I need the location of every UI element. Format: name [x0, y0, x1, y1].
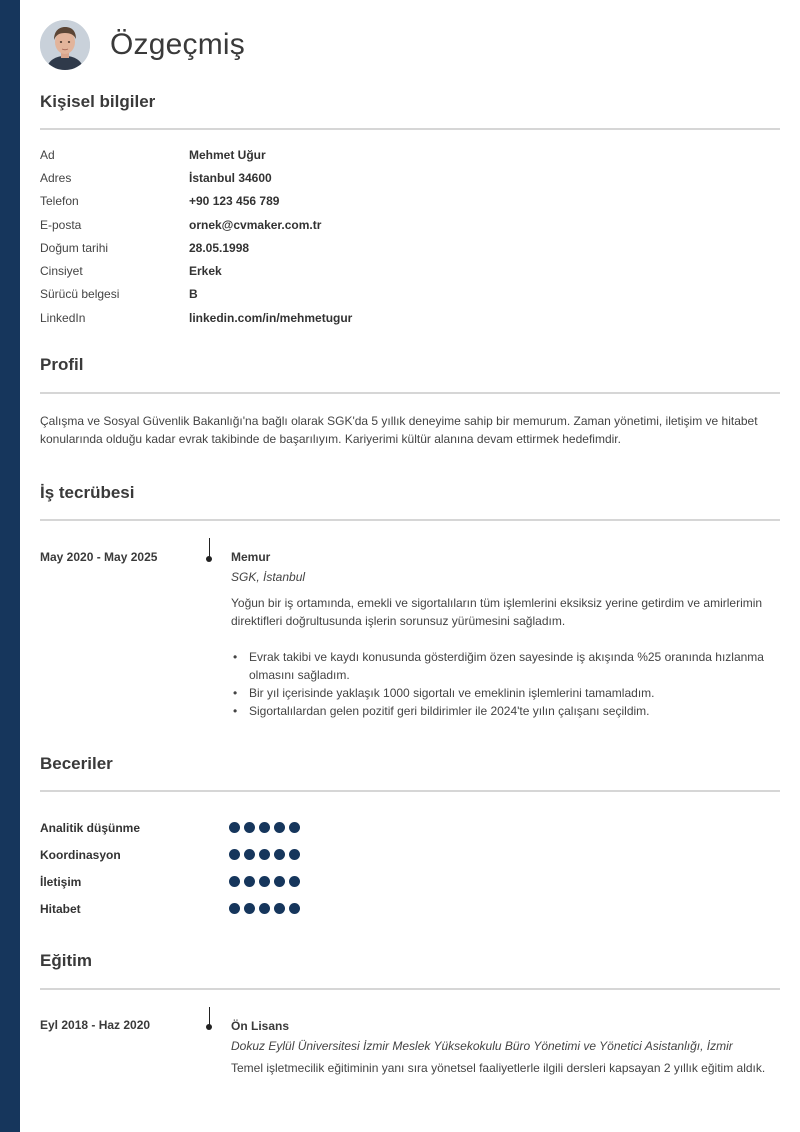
- section-title-profile: Profil: [40, 355, 84, 374]
- experience-role: Memur: [231, 550, 271, 564]
- info-label: LinkedIn: [40, 311, 86, 325]
- skill-row: [40, 818, 440, 838]
- list-item: • Bir yıl içerisinde yaklaşık 1000 sigortalı ve emeklinin işlemlerini tamamladım.: [231, 684, 780, 702]
- list-item: • Evrak takibi ve kaydı konusunda gösterdiğim özen sayesinde iş akışında %25 oranında hızlanma olmasını sağladım.: [231, 648, 780, 684]
- skill-dot: [274, 849, 285, 860]
- info-label: E-posta: [40, 218, 82, 232]
- info-row-name: [40, 145, 780, 165]
- skill-dot: [289, 849, 300, 860]
- skill-level-dots: [229, 876, 300, 887]
- skill-dot: [259, 849, 270, 860]
- timeline-dot: [206, 1024, 212, 1030]
- skill-name: Koordinasyon: [40, 848, 121, 862]
- skill-name: Hitabet: [40, 902, 81, 916]
- info-row-email: [40, 215, 780, 235]
- skill-row: [40, 872, 440, 892]
- info-value: ornek@cvmaker.com.tr: [189, 218, 322, 232]
- timeline-dot: [206, 556, 212, 562]
- skill-dot: [289, 822, 300, 833]
- skill-dot: [274, 822, 285, 833]
- section-divider: [40, 392, 780, 394]
- section-divider: [40, 128, 780, 130]
- profile-photo: [40, 20, 90, 70]
- education-school: Dokuz Eylül Üniversitesi İzmir Meslek Yüksekokulu Büro Yönetimi ve Yönetici Asistanlığı, İzmir: [231, 1039, 733, 1053]
- education-entry: [231, 1017, 780, 1077]
- education-description: Temel işletmecilik eğitiminin yanı sıra yönetsel faaliyetlerle ilgili dersleri kapsayan 2 yıllık eğitim aldık.: [231, 1061, 766, 1075]
- skill-dot: [244, 903, 255, 914]
- skill-name: İletişim: [40, 875, 82, 889]
- info-row-birthdate: [40, 238, 780, 258]
- info-label: Adres: [40, 171, 72, 185]
- info-value: 28.05.1998: [189, 241, 250, 255]
- education-date: Eyl 2018 - Haz 2020: [40, 1018, 151, 1032]
- info-value: Erkek: [189, 264, 222, 278]
- experience-date: May 2020 - May 2025: [40, 550, 158, 564]
- info-row-linkedin: [40, 308, 780, 328]
- skill-name: Analitik düşünme: [40, 821, 141, 835]
- skill-dot: [229, 822, 240, 833]
- skill-dot: [289, 903, 300, 914]
- info-value: Mehmet Uğur: [189, 148, 266, 162]
- skill-dot: [259, 822, 270, 833]
- info-label: Sürücü belgesi: [40, 287, 120, 301]
- skill-dot: [229, 876, 240, 887]
- skill-row: [40, 845, 440, 865]
- info-label: Cinsiyet: [40, 264, 83, 278]
- info-label: Ad: [40, 148, 55, 162]
- info-value: B: [189, 287, 198, 301]
- list-item: • Sigortalılardan gelen pozitif geri bildirimler ile 2024'te yılın çalışanı seçildim.: [231, 702, 780, 720]
- section-title-skills: Beceriler: [40, 754, 113, 773]
- info-row-driving-license: [40, 284, 780, 304]
- accent-sidebar-bar: [0, 0, 20, 1132]
- info-row-address: [40, 168, 780, 188]
- experience-bullet-list: [231, 648, 780, 720]
- skill-dot: [244, 849, 255, 860]
- skill-dot: [244, 876, 255, 887]
- experience-entry: [231, 548, 780, 720]
- skill-dot: [274, 903, 285, 914]
- skill-dot: [229, 903, 240, 914]
- info-value: +90 123 456 789: [189, 194, 280, 208]
- info-row-gender: [40, 261, 780, 281]
- info-row-phone: [40, 191, 780, 211]
- section-title-experience: İş tecrübesi: [40, 483, 135, 502]
- timeline-line: [209, 538, 210, 558]
- section-title-education: Eğitim: [40, 951, 92, 970]
- skill-level-dots: [229, 903, 300, 914]
- skill-dot: [289, 876, 300, 887]
- avatar: [40, 20, 90, 70]
- skill-level-dots: [229, 822, 300, 833]
- info-value: linkedin.com/in/mehmetugur: [189, 311, 353, 325]
- skill-row: [40, 899, 440, 919]
- skill-dot: [274, 876, 285, 887]
- profile-summary: Çalışma ve Sosyal Güvenlik Bakanlığı'na bağlı olarak SGK'da 5 yıllık deneyime sahip bir memurum. Zaman yönetimi, iletişim ve hitabet konularında olduğu kadar evrak takibinde de başarılıyım. Kariyerimi kültür alanına devam ettirmek hedefimdir.: [40, 414, 758, 446]
- section-title-personal: Kişisel bilgiler: [40, 92, 156, 111]
- experience-organization: SGK, İstanbul: [231, 570, 306, 584]
- section-divider: [40, 790, 780, 792]
- skill-dot: [259, 903, 270, 914]
- skill-dot: [244, 822, 255, 833]
- info-label: Doğum tarihi: [40, 241, 109, 255]
- info-value: İstanbul 34600: [189, 171, 272, 185]
- resume-header: [40, 20, 245, 70]
- experience-description: Yoğun bir iş ortamında, emekli ve sigortalıların tüm işlemlerini eksiksiz yerine getirdim ve amirlerimin direktifleri doğrultusunda işlerin sorunsuz yürümesini sağladım.: [231, 596, 763, 628]
- education-degree: Ön Lisans: [231, 1019, 290, 1033]
- document-title: Özgeçmiş: [110, 28, 245, 61]
- section-divider: [40, 988, 780, 990]
- skill-dot: [229, 849, 240, 860]
- skill-level-dots: [229, 849, 300, 860]
- info-label: Telefon: [40, 194, 79, 208]
- skill-dot: [259, 876, 270, 887]
- section-divider: [40, 519, 780, 521]
